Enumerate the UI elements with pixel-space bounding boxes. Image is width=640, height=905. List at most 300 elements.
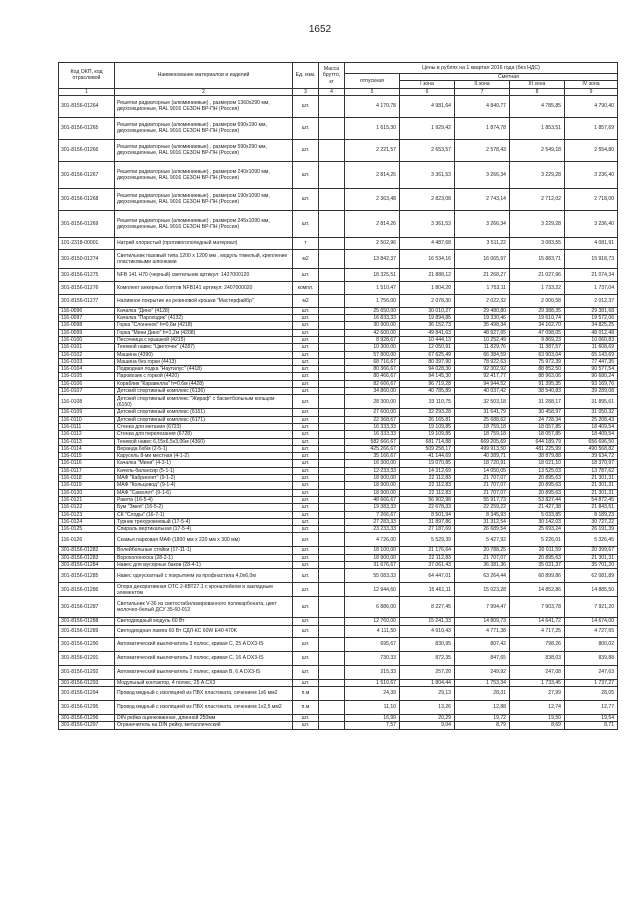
item-mass (319, 380, 345, 387)
price-wholesale: 55 083,33 (345, 569, 400, 583)
price-zone-4: 2 012,37 (565, 294, 618, 307)
item-code: 301-8156-01275 (59, 268, 115, 281)
table-row (59, 637, 618, 651)
item-unit: шт. (293, 482, 319, 489)
price-wholesale: 25 650,00 (345, 307, 400, 314)
item-unit: шт. (293, 453, 319, 460)
price-zone-3: 35 021,37 (510, 562, 565, 569)
item-mass (319, 533, 345, 547)
column-number: 3 (293, 88, 319, 95)
item-code: 116-0105 (59, 373, 115, 380)
item-unit: шт. (293, 714, 319, 721)
price-wholesale: 16 833,33 (345, 315, 400, 322)
item-mass (319, 511, 345, 518)
price-zone-2: 22 259,22 (455, 504, 510, 511)
price-zone-4: 490 568,82 (565, 445, 618, 452)
price-wholesale: 18 100,00 (345, 547, 400, 554)
price-zone-1: 64 447,01 (400, 569, 455, 583)
price-zone-4: 7 921,20 (565, 597, 618, 618)
item-name: Стенка для перелезания (6728) (115, 431, 293, 438)
item-mass (319, 637, 345, 651)
item-unit: шт. (293, 445, 319, 452)
item-code: 116-0109 (59, 409, 115, 416)
item-unit: шт. (293, 409, 319, 416)
item-unit: шт. (293, 307, 319, 314)
price-zone-2: 36 381,36 (455, 562, 510, 569)
item-unit: шт. (293, 475, 319, 482)
price-zone-4: 12,77 (565, 700, 618, 714)
item-code: 116-0108 (59, 395, 115, 409)
price-zone-1: 33 110,75 (400, 395, 455, 409)
item-mass (319, 358, 345, 365)
item-mass (319, 597, 345, 618)
table-row (59, 511, 618, 518)
price-zone-2: 2 022,32 (455, 294, 510, 307)
price-wholesale: 30 900,00 (345, 322, 400, 329)
item-unit: шт. (293, 651, 319, 665)
item-name: Светодиодный модуль 60 Вт (115, 618, 293, 625)
price-wholesale: 28 300,00 (345, 395, 400, 409)
item-unit: шт. (293, 416, 319, 423)
price-wholesale: 27 600,00 (345, 409, 400, 416)
column-number: 2 (115, 88, 293, 95)
price-wholesale: 582 666,67 (345, 438, 400, 445)
item-unit: шт. (293, 722, 319, 729)
table-row (59, 315, 618, 322)
price-zone-1: 8 227,45 (400, 597, 455, 618)
item-name: Качалка "Мини" (4-3-1) (115, 460, 293, 467)
item-mass (319, 722, 345, 729)
item-unit: п.м (293, 686, 319, 700)
price-zone-2: 19 330,46 (455, 315, 510, 322)
price-zone-2: 63 264,44 (455, 569, 510, 583)
table-row (59, 139, 618, 161)
price-zone-2: 21 707,07 (455, 554, 510, 561)
item-code: 116-0097 (59, 315, 115, 322)
price-wholesale: 18 325,51 (345, 268, 400, 281)
item-name: Ограничитель на DIN рейку, металлический (115, 722, 293, 729)
price-zone-1: 12 050,91 (400, 344, 455, 351)
price-zone-1: 41 144,69 (400, 453, 455, 460)
price-zone-1: 4 487,68 (400, 237, 455, 249)
item-name: Автоматический выключатель 1 полюс, кривая В, 6 A DX3-IS (115, 665, 293, 679)
price-zone-2: 28,31 (455, 686, 510, 700)
price-zone-3: 88 852,50 (510, 366, 565, 373)
price-wholesale: 16 333,33 (345, 431, 400, 438)
price-wholesale: 12 944,60 (345, 583, 400, 597)
item-mass (319, 453, 345, 460)
item-name: Детский спортивный комплекс (6171) (115, 416, 293, 423)
item-mass (319, 475, 345, 482)
item-code: 116-0099 (59, 329, 115, 336)
item-mass (319, 482, 345, 489)
item-code: 301-8156-01285 (59, 569, 115, 583)
price-wholesale: 4 726,00 (345, 533, 400, 547)
table-row (59, 249, 618, 268)
item-name: DIN рейка оцинкованная, длинной 250мм (115, 714, 293, 721)
item-name: Горка "Мини Дино" h=1,2м (4208) (115, 329, 293, 336)
price-zone-4: 18 370,97 (565, 460, 618, 467)
price-zone-1: 2 823,08 (400, 188, 455, 210)
price-zone-3: 91 395,35 (510, 380, 565, 387)
item-unit: шт. (293, 423, 319, 430)
price-zone-1: 56 902,98 (400, 496, 455, 503)
price-zone-2: 10 252,49 (455, 337, 510, 344)
price-zone-2: 499 913,50 (455, 445, 510, 452)
price-zone-1: 19 109,85 (400, 423, 455, 430)
item-name: Комплект анкерных болтов NFB141 артикул: 2407000020 (115, 281, 293, 294)
table-row (59, 618, 618, 625)
item-name: Детский спортивный комплекс (6136) (115, 388, 293, 395)
price-zone-2: 1 874,78 (455, 117, 510, 139)
item-mass (319, 366, 345, 373)
price-zone-2: 3 266,34 (455, 161, 510, 188)
table-row (59, 518, 618, 525)
item-name: NFB 141 H70 (черный) светильник артикул: 1427000120 (115, 268, 293, 281)
price-zone-1: 96 719,28 (400, 380, 455, 387)
price-zone-3: 75 972,39 (510, 358, 565, 365)
price-zone-3: 1 853,51 (510, 117, 565, 139)
price-wholesale: 18 900,00 (345, 554, 400, 561)
price-zone-1: 29,13 (400, 686, 455, 700)
price-zone-2: 4 840,77 (455, 95, 510, 117)
price-zone-2: 32 503,18 (455, 395, 510, 409)
item-name: Решетки радиаторные (алюминиевые) , размером 1360х290 мм, двухсекционные, RAL 9016 СЕЗОН ВР-ПН (Россия) (115, 95, 293, 117)
item-name: Провод медный с изоляцией из ПВХ пластиката, сечением 1х2,5 мм2 (115, 700, 293, 714)
item-unit: шт. (293, 583, 319, 597)
item-unit: шт. (293, 518, 319, 525)
item-mass (319, 554, 345, 561)
price-zone-3: 60 899,86 (510, 569, 565, 583)
item-unit: шт. (293, 489, 319, 496)
table-row (59, 679, 618, 686)
item-unit: шт. (293, 188, 319, 210)
price-zone-4: 90 577,54 (565, 366, 618, 373)
item-name: Турник трехуровневый (17-5-4) (115, 518, 293, 525)
table-row (59, 686, 618, 700)
price-zone-1: 20,29 (400, 714, 455, 721)
price-zone-3: 14 641,72 (510, 618, 565, 625)
item-unit: шт. (293, 329, 319, 336)
price-wholesale: 2 221,57 (345, 139, 400, 161)
price-zone-2: 3 266,34 (455, 210, 510, 237)
item-mass (319, 139, 345, 161)
price-zone-1: 80 397,90 (400, 358, 455, 365)
price-zone-3: 14 852,86 (510, 583, 565, 597)
table-row (59, 496, 618, 503)
item-name: МАФ "Кабриолет" (9-1-2) (115, 475, 293, 482)
price-zone-2: 7 994,47 (455, 597, 510, 618)
item-name: Бум "Змея" (16-5-2) (115, 504, 293, 511)
price-zone-4: 19,54 (565, 714, 618, 721)
price-zone-1: 19 070,85 (400, 460, 455, 467)
price-zone-3: 12,74 (510, 700, 565, 714)
item-mass (319, 618, 345, 625)
price-zone-3: 1 733,22 (510, 281, 565, 294)
item-unit: шт. (293, 395, 319, 409)
price-zone-3: 3 083,55 (510, 237, 565, 249)
price-zone-3: 30 142,03 (510, 518, 565, 525)
price-zone-1: 830,95 (400, 637, 455, 651)
item-unit: шт. (293, 315, 319, 322)
price-zone-2: 78 922,63 (455, 358, 510, 365)
price-zone-2: 15 023,28 (455, 583, 510, 597)
item-code: 301-8156-01269 (59, 210, 115, 237)
table-row (59, 475, 618, 482)
table-row (59, 431, 618, 438)
price-zone-4: 90 680,24 (565, 373, 618, 380)
item-code: 301-8156-01288 (59, 618, 115, 625)
price-zone-1: 22 112,83 (400, 489, 455, 496)
price-zone-2: 92 302,92 (455, 366, 510, 373)
price-zone-4: 5 326,45 (565, 533, 618, 547)
table-row (59, 445, 618, 452)
item-unit: шт. (293, 268, 319, 281)
item-mass (319, 700, 345, 714)
price-zone-1: 21 176,64 (400, 547, 455, 554)
price-wholesale: 425 266,67 (345, 445, 400, 452)
price-wholesale: 18 900,00 (345, 475, 400, 482)
price-zone-4: 800,02 (565, 637, 618, 651)
item-mass (319, 337, 345, 344)
price-zone-3: 2 549,18 (510, 139, 565, 161)
item-unit: шт. (293, 562, 319, 569)
price-wholesale: 6 886,00 (345, 597, 400, 618)
price-zone-4: 10 060,83 (565, 337, 618, 344)
item-code: 301-8156-01296 (59, 714, 115, 721)
price-zone-3: 88 963,06 (510, 373, 565, 380)
price-zone-1: 37 061,43 (400, 562, 455, 569)
price-zone-2: 66 384,59 (455, 351, 510, 358)
price-zone-1: 509 258,17 (400, 445, 455, 452)
item-mass (319, 95, 345, 117)
table-row (59, 395, 618, 409)
item-unit: шт. (293, 161, 319, 188)
price-zone-2: 18 720,91 (455, 460, 510, 467)
price-zone-3: 2 712,02 (510, 188, 565, 210)
header-mass: Масса брутто, кг (319, 63, 345, 89)
item-unit: шт. (293, 597, 319, 618)
item-name: Решетки радиаторные (алюминиевые) , размером 690х190 мм, двухсекционные, RAL 9016 СЕЗОН ВР-ПН (Россия) (115, 117, 293, 139)
item-unit: шт. (293, 504, 319, 511)
price-zone-4: 21 301,31 (565, 554, 618, 561)
table-row (59, 583, 618, 597)
table-row (59, 569, 618, 583)
price-zone-2: 16 065,97 (455, 249, 510, 268)
item-name: Автоматический выключатель 3 полюс, кривая С, 16 A DX3-IS (115, 651, 293, 665)
item-unit: компл. (293, 281, 319, 294)
price-wholesale: 27 283,33 (345, 518, 400, 525)
price-wholesale: 4 111,50 (345, 625, 400, 637)
item-unit: шт. (293, 431, 319, 438)
price-zone-3: 29 388,35 (510, 307, 565, 314)
item-code: 116-0111 (59, 423, 115, 430)
table-row (59, 504, 618, 511)
price-zone-2: 55 917,73 (455, 496, 510, 503)
price-wholesale: 10 300,00 (345, 344, 400, 351)
price-zone-1: 13,26 (400, 700, 455, 714)
item-name: Детский спортивный комплекс (6151) (115, 409, 293, 416)
item-name: Карусель 8-ми местная (4-1-2) (115, 453, 293, 460)
header-wholesale: отпускная (345, 74, 400, 89)
price-zone-2: 21 268,27 (455, 268, 510, 281)
item-unit: шт. (293, 380, 319, 387)
price-zone-2: 807,42 (455, 637, 510, 651)
price-zone-3: 18 057,85 (510, 431, 565, 438)
price-zone-4: 15 918,73 (565, 249, 618, 268)
item-name: Стенка для метания (6723) (115, 423, 293, 430)
table-row (59, 651, 618, 665)
price-zone-2: 21 707,07 (455, 475, 510, 482)
item-unit: шт. (293, 625, 319, 637)
item-mass (319, 416, 345, 423)
price-zone-3: 20 011,59 (510, 547, 565, 554)
item-mass (319, 294, 345, 307)
table-row (59, 210, 618, 237)
item-unit: шт. (293, 388, 319, 395)
header-unit: Ед. изм. (293, 63, 319, 89)
table-row (59, 322, 618, 329)
price-zone-3: 27,99 (510, 686, 565, 700)
price-wholesale: 22 368,67 (345, 416, 400, 423)
column-number-row (59, 88, 618, 95)
item-code: 301-8156-01291 (59, 651, 115, 665)
price-zone-3: 38 879,88 (510, 453, 565, 460)
price-zone-4: 4 081,91 (565, 237, 618, 249)
price-zone-1: 27 187,69 (400, 526, 455, 533)
price-zone-2: 14 050,05 (455, 467, 510, 474)
table-row (59, 237, 618, 249)
item-mass (319, 395, 345, 409)
item-code: 301-8156-01292 (59, 665, 115, 679)
item-code: 301-8156-01287 (59, 597, 115, 618)
item-mass (319, 373, 345, 380)
item-code: 116-0098 (59, 322, 115, 329)
price-zone-2: 35 498,34 (455, 322, 510, 329)
price-zone-3: 47 098,05 (510, 329, 565, 336)
price-zone-4: 3 236,40 (565, 210, 618, 237)
item-mass (319, 210, 345, 237)
price-zone-4: 4 790,40 (565, 95, 618, 117)
price-zone-1: 67 625,49 (400, 351, 455, 358)
price-zone-4: 1 737,04 (565, 281, 618, 294)
item-code: 301-8156-01289 (59, 625, 115, 637)
price-wholesale: 12 760,00 (345, 618, 400, 625)
item-mass (319, 249, 345, 268)
price-zone-4: 21 843,51 (565, 504, 618, 511)
item-unit: шт. (293, 618, 319, 625)
price-zone-2: 40 389,71 (455, 453, 510, 460)
item-unit: шт. (293, 637, 319, 651)
table-body (59, 95, 618, 729)
item-code: 116-0096 (59, 307, 115, 314)
price-wholesale: 48 666,67 (345, 496, 400, 503)
item-unit: м2 (293, 249, 319, 268)
price-wholesale: 57 800,00 (345, 351, 400, 358)
table-row (59, 294, 618, 307)
price-zone-4: 18 409,54 (565, 431, 618, 438)
price-zone-4: 31 895,61 (565, 395, 618, 409)
item-code: 116-0102 (59, 351, 115, 358)
price-wholesale: 4 170,78 (345, 95, 400, 117)
item-name: Качалка "Пароходик" (4132) (115, 315, 293, 322)
item-name: МАФ "Самолет" (9-1-6) (115, 489, 293, 496)
item-code: 301-8156-01267 (59, 161, 115, 188)
item-code: 116-0123 (59, 511, 115, 518)
price-zone-1: 32 293,28 (400, 409, 455, 416)
item-unit: п.м (293, 700, 319, 714)
item-mass (319, 281, 345, 294)
item-name: Качалка "Дино" (4128) (115, 307, 293, 314)
price-zone-2: 5 427,92 (455, 533, 510, 547)
item-mass (319, 445, 345, 452)
price-zone-1: 30 010,27 (400, 307, 455, 314)
item-mass (319, 526, 345, 533)
price-zone-2: 29 480,80 (455, 307, 510, 314)
price-zone-4: 34 825,25 (565, 322, 618, 329)
price-zone-1: 16 534,16 (400, 249, 455, 268)
table-row (59, 453, 618, 460)
price-zone-1: 257,20 (400, 665, 455, 679)
table-row (59, 268, 618, 281)
price-zone-4: 3 236,40 (565, 161, 618, 188)
price-zone-2: 31 641,79 (455, 409, 510, 416)
table-row (59, 547, 618, 554)
item-unit: шт. (293, 351, 319, 358)
header-prices-title: Цены в рублях на 1 квартал 2016 года (без НДС) (345, 63, 618, 74)
price-zone-4: 77 447,35 (565, 358, 618, 365)
item-name: Навес для мусорных баков (28-4-1) (115, 562, 293, 569)
table-row (59, 117, 618, 139)
table-row (59, 388, 618, 395)
price-wholesale: 1 510,47 (345, 281, 400, 294)
item-name: Решетки радиаторные (алюминиевые) , размером 240х1090 мм, двухсекционные, RAL 9016 СЕЗОН ВР-ПН (Россия) (115, 161, 293, 188)
price-zone-4: 28,05 (565, 686, 618, 700)
price-zone-1: 36 152,73 (400, 322, 455, 329)
item-name: Кораблик "Каравелла" h=0,6м (4428) (115, 380, 293, 387)
item-code: 301-8156-01293 (59, 679, 115, 686)
price-zone-3: 20 895,63 (510, 475, 565, 482)
price-zone-1: 9,04 (400, 722, 455, 729)
price-zone-2: 40 037,42 (455, 388, 510, 395)
price-zone-1: 26 165,81 (400, 416, 455, 423)
price-zone-3: 9 869,23 (510, 337, 565, 344)
price-zone-1: 15 241,33 (400, 618, 455, 625)
item-mass (319, 117, 345, 139)
table-row (59, 665, 618, 679)
header-name: Наименование материалов и изделий (115, 63, 293, 89)
price-wholesale: 2 814,26 (345, 210, 400, 237)
item-mass (319, 460, 345, 467)
item-name: Машина без горки (4413) (115, 358, 293, 365)
price-zone-4: 13 787,62 (565, 467, 618, 474)
price-wholesale: 16,99 (345, 714, 400, 721)
price-zone-4: 839,88 (565, 651, 618, 665)
price-zone-2: 1 753,11 (455, 281, 510, 294)
item-name: Ракета (16-5-4) (115, 496, 293, 503)
item-code: 301-8156-01264 (59, 95, 115, 117)
item-name: Волейбольные стойки (17-11-1) (115, 547, 293, 554)
item-mass (319, 438, 345, 445)
item-unit: шт. (293, 526, 319, 533)
item-code: 116-0116 (59, 460, 115, 467)
price-zone-3: 4 717,25 (510, 625, 565, 637)
price-zone-1: 49 841,63 (400, 329, 455, 336)
price-zone-3: 838,03 (510, 651, 565, 665)
price-zone-4: 14 885,50 (565, 583, 618, 597)
item-mass (319, 625, 345, 637)
item-mass (319, 161, 345, 188)
